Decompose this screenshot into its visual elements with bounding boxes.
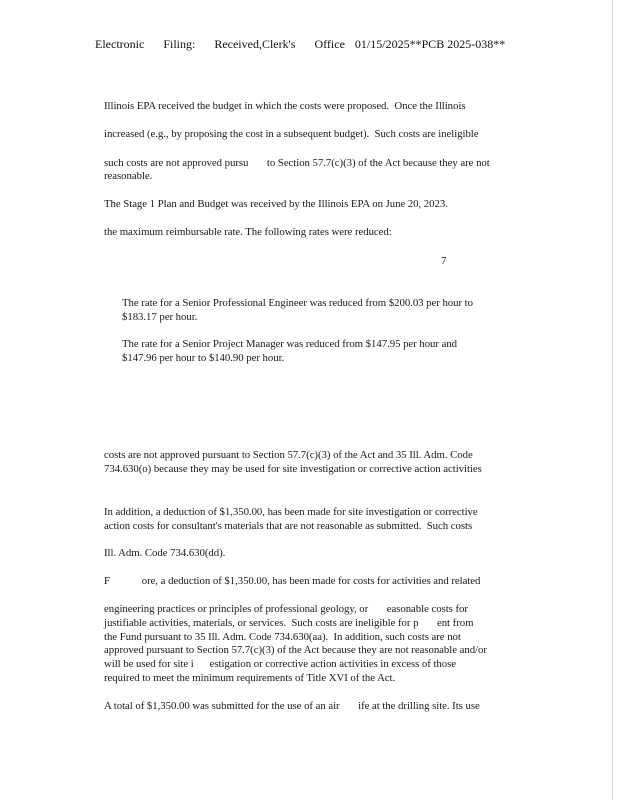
- page-number-fragment: 7: [441, 255, 447, 267]
- header-electronic: Electronic: [95, 37, 145, 51]
- paragraph-line: will be used for site i estigation or corrective action activities in excess of those: [104, 658, 456, 670]
- paragraph-line: the maximum reimbursable rate. The following rates were reduced:: [104, 226, 392, 238]
- rate-item-line: $183.17 per hour.: [122, 311, 198, 323]
- paragraph-line: F ore, a deduction of $1,350.00, has been made for costs for activities and related: [104, 575, 481, 587]
- paragraph-line: costs are not approved pursuant to Section 57.7(c)(3) of the Act and 35 Ill. Adm. Code: [104, 449, 473, 461]
- rate-item-line: The rate for a Senior Project Manager was reduced from $147.95 per hour and: [122, 338, 458, 350]
- paragraph-line: The Stage 1 Plan and Budget was received by the Illinois EPA on June 20, 2023.: [104, 198, 448, 210]
- filing-stamp-header: [83, 20, 505, 68]
- paragraph-line: required to meet the minimum requirements of Title XVI of the Act.: [104, 672, 396, 684]
- header-received-clerks: Received,Clerk's: [214, 37, 296, 51]
- paragraph-line: reasonable.: [104, 170, 153, 182]
- paragraph-line: increased (e.g., by proposing the cost in a subsequent budget). Such costs are ineligible: [104, 128, 479, 140]
- rate-item-line: $147.96 per hour to $140.90 per hour.: [122, 352, 285, 364]
- scan-edge-line: [612, 0, 613, 800]
- paragraph-line: justifiable activities, materials, or services. Such costs are ineligible for p ent from: [104, 617, 474, 629]
- paragraph-line: Illinois EPA received the budget in which the costs were proposed. Once the Illinois: [104, 100, 466, 112]
- paragraph-line: Ill. Adm. Code 734.630(dd).: [104, 547, 226, 559]
- header-filing: Filing:: [163, 37, 196, 51]
- paragraph-line: 734.630(o) because they may be used for site investigation or corrective action activities: [104, 463, 482, 475]
- paragraph-line: In addition, a deduction of $1,350.00, has been made for site investigation or corrective: [104, 506, 478, 518]
- paragraph-line: A total of $1,350.00 was submitted for the use of an air ife at the drilling site. Its use: [104, 700, 480, 712]
- header-office: Office: [314, 37, 345, 51]
- paragraph-line: approved pursuant to Section 57.7(c)(3) of the Act because they are not reasonable and/or: [104, 644, 487, 656]
- header-filing-date-case: 01/15/2025**PCB 2025-038**: [354, 37, 506, 51]
- paragraph-line: engineering practices or principles of professional geology, or easonable costs for: [104, 603, 468, 615]
- paragraph-line: such costs are not approved pursu to Section 57.7(c)(3) of the Act because they are not: [104, 157, 490, 169]
- paragraph-line: the Fund pursuant to 35 Ill. Adm. Code 734.630(aa). In addition, such costs are not: [104, 631, 461, 643]
- paragraph-line: action costs for consultant's materials that are not reasonable as submitted. Such costs: [104, 520, 473, 532]
- rate-item-line: The rate for a Senior Professional Engineer was reduced from $200.03 per hour to: [122, 297, 473, 309]
